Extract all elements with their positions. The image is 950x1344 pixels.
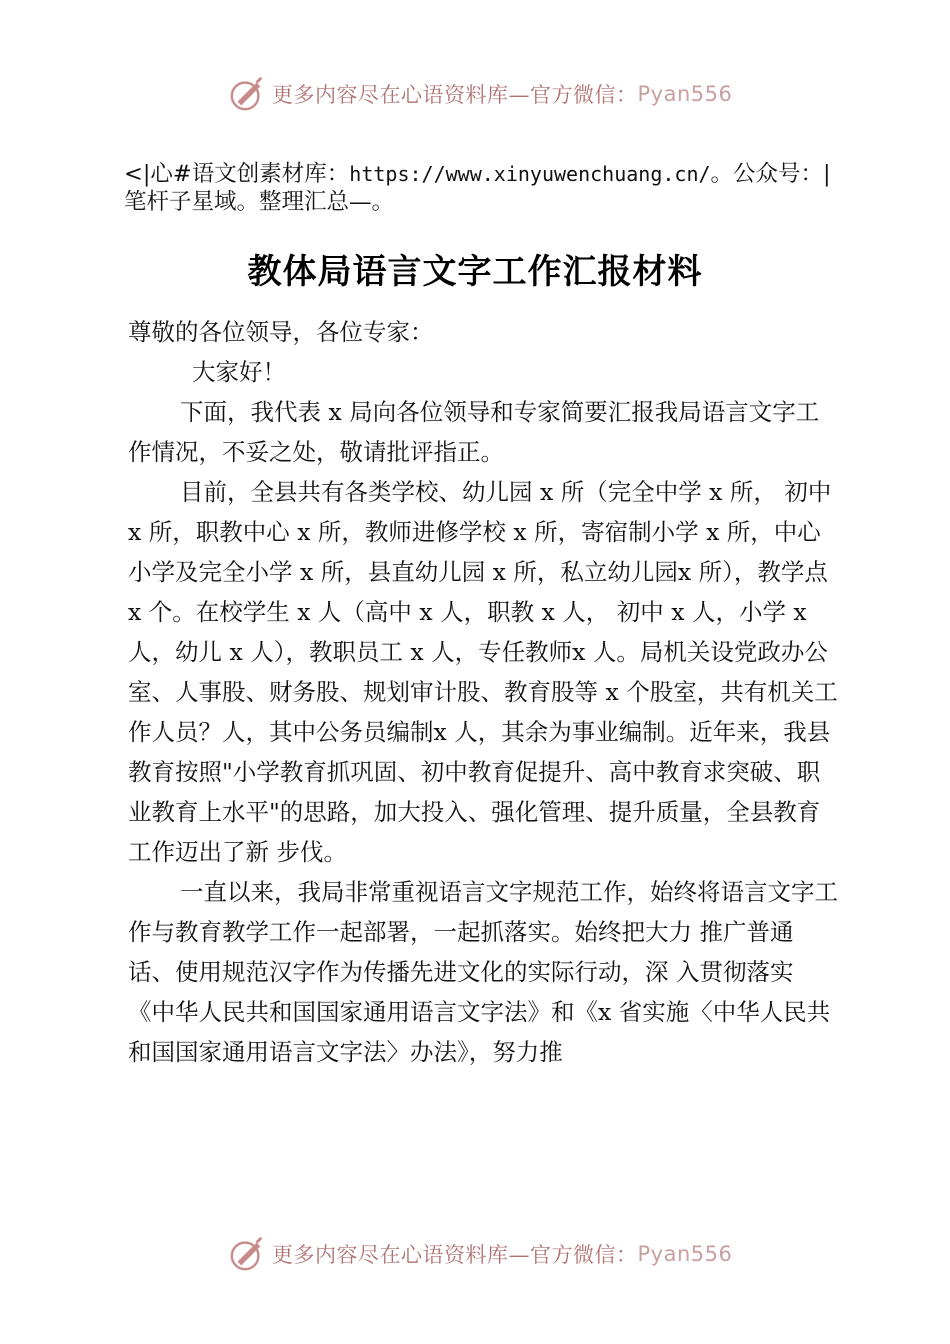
greeting: 大家好！	[192, 358, 286, 386]
document-body	[128, 312, 840, 1072]
source-url[interactable]: https://www.xinyuwenchuang.cn/	[349, 162, 711, 186]
paragraph: 目前，全县共有各类学校、幼儿园 x 所（完全中学 x 所， 初中 x 所，职教中心 x 所，教师进修学校 x 所，寄宿制小学 x 所，中心小学及完全小学 x 所，县直幼儿园 x 所，私立幼儿园x 所），教学点 x 个。在校学生 x 人（高中 x 人，职教 x 人， 初中 x 人，小学 x 人，幼儿 x 人），教职员工 x 人，专任教师x 人。局机关设党政办公室、人事股、财务股、规划审计股、教育股等 x 个股室，共有机关工作人员？人，其中公务员编制x 人，其余为事业编制。近年来，我县教育按照"小学教育抓巩固、初中教育促提升、高中教育求突破、职业教育上水平"的思路，加大投入、强化管理、提升质量，全县教育工作迈出了新 步伐。	[128, 478, 838, 866]
watermark-text: 更多内容尽在心语资料库—官方微信：	[272, 83, 638, 107]
source-prefix: <|心#语文创素材库：	[124, 161, 350, 187]
pen-logo-icon	[228, 75, 266, 113]
watermark-banner-top	[228, 74, 732, 114]
pen-logo-icon	[228, 1235, 266, 1273]
salutation: 尊敬的各位领导，各位专家：	[128, 318, 434, 346]
watermark-text: 更多内容尽在心语资料库—官方微信：	[272, 1243, 638, 1267]
source-suffix: 。公众号：|笔杆子星域。整理汇总—。	[124, 161, 831, 215]
watermark-banner-bottom	[228, 1234, 732, 1274]
paragraph: 下面，我代表 x 局向各位领导和专家简要汇报我局语言文字工作情况，不妥之处，敬请批评指正。	[128, 398, 820, 466]
document-title: 教体局语言文字工作汇报材料	[247, 252, 703, 292]
watermark-wechat-id: Pyan556	[637, 82, 733, 106]
watermark-wechat-id: Pyan556	[637, 1242, 733, 1266]
paragraph: 一直以来，我局非常重视语言文字规范工作，始终将语言文字工作与教育教学工作一起部署，一起抓落实。始终把大力 推广普通话、使用规范汉字作为传播先进文化的实际行动，深 入贯彻落实《中华人民共和国国家通用语言文字法》和《x 省实施〈中华人民共和国国家通用语言文字法〉办法》，努力推	[128, 878, 838, 1066]
source-note	[124, 160, 844, 216]
